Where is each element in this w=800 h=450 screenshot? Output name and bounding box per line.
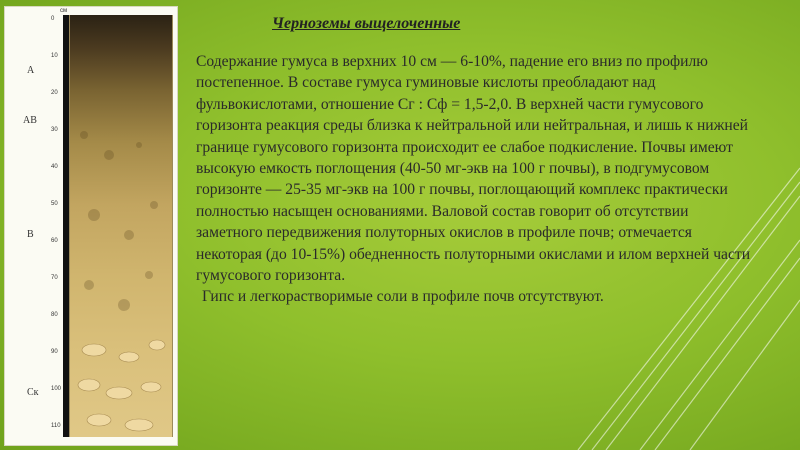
- slide-body: [196, 51, 756, 308]
- depth-tick-label: 40: [51, 164, 58, 170]
- depth-tick-label: 110: [51, 423, 61, 429]
- depth-tick-label: 0: [51, 16, 55, 22]
- depth-tick-label: 100: [51, 386, 62, 392]
- depth-tick-label: 30: [51, 127, 58, 133]
- horizon-label-a: A: [27, 65, 35, 76]
- body-paragraph-2: Гипс и легкорастворимые соли в профиле почв отсутствуют.: [202, 288, 604, 306]
- soil-profile-figure: [4, 6, 178, 446]
- body-paragraph-1: Содержание гумуса в верхних 10 см — 6-10%, падение его вниз по профилю постепенное. В составе гумуса гуминовые кислоты преобладают над фульвокислотами, отношение Сг : Сф = 1,5-2,0. В верхней части гумусового горизонта реакция среды близка к нейтральной или нейтральная, и лишь к нижней границе гумусового горизонта происходит ее слабое подкисление. Почвы имеют высокую емкость поглощения (40-50 мг-экв на 100 г почвы), в подгумусовом горизонте — 25-35 мг-экв на 100 г почвы, поглощающий комплекс практически полностью насыщен основаниями. Валовой состав говорит об отсутствии заметного передвижения полуторных окислов в профиле почв; отмечается некоторая (до 10-15%) обедненность полуторными окислами и илом верхней части гумусового горизонта.: [196, 53, 751, 285]
- horizon-label-ck: Cк: [27, 387, 39, 398]
- depth-tick-label: 50: [51, 201, 58, 207]
- horizon-label-b: B: [27, 229, 34, 240]
- soil-texture: [69, 15, 171, 437]
- depth-tick-label: 70: [51, 275, 58, 281]
- depth-tick-label: 10: [51, 53, 58, 59]
- depth-tick-label: 60: [51, 238, 58, 244]
- depth-tick-label: 20: [51, 90, 58, 96]
- depth-tick-label: 80: [51, 312, 58, 318]
- slide-title: Черноземы выщелоченные: [272, 15, 461, 32]
- horizon-label-ab: AB: [23, 115, 37, 126]
- depth-tick-label: 90: [51, 349, 58, 355]
- depth-unit-label: см: [60, 8, 68, 14]
